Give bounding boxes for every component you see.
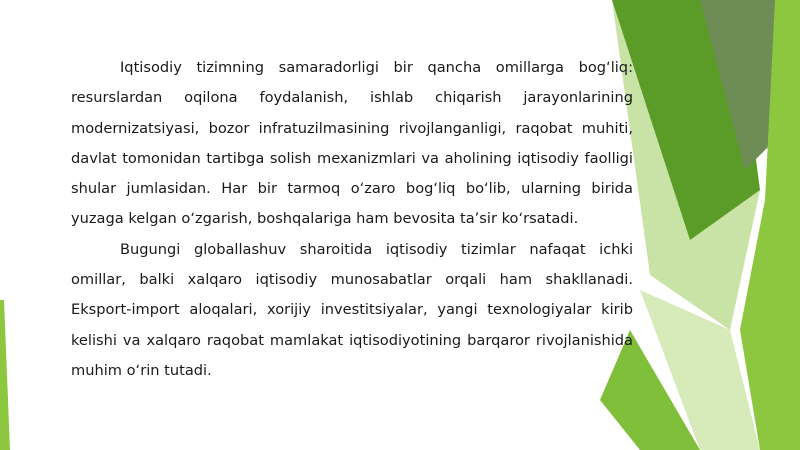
- paragraph-2: Bugungi globallashuv sharoitida iqtisodiy tizimlar nafaqat ichki omillar, balki xalqaro iqtisodiy munosabatlar orqali ham shakllanadi. Eksport-import aloqalari, xorijiy investitsiyalar, yangi texnologiyalar kirib kelishi va xalqaro raqobat mamlakat iqtisodiyotining barqaror rivojlanishida muhim o‘rin tutadi.: [71, 240, 633, 379]
- left-edge-accent: [0, 300, 10, 450]
- body-text: [71, 53, 633, 386]
- paragraph-1: Iqtisodiy tizimning samaradorligi bir qancha omillarga bog‘liq: resurslardan oqilona foydalanish, ishlab chiqarish jarayonlarining modernizatsiyasi, bozor infratuzilmasining rivojlanganligi, raqobat muhiti, davlat tomonidan tartibga solish mexanizmlari va aholining iqtisodiy faolligi shular jumlasidan. Har bir tarmoq o‘zaro bog‘liq bo‘lib, ularning birida yuzaga kelgan o‘zgarish, boshqalariga ham bevosita ta’sir ko‘rsatadi.: [71, 59, 633, 228]
